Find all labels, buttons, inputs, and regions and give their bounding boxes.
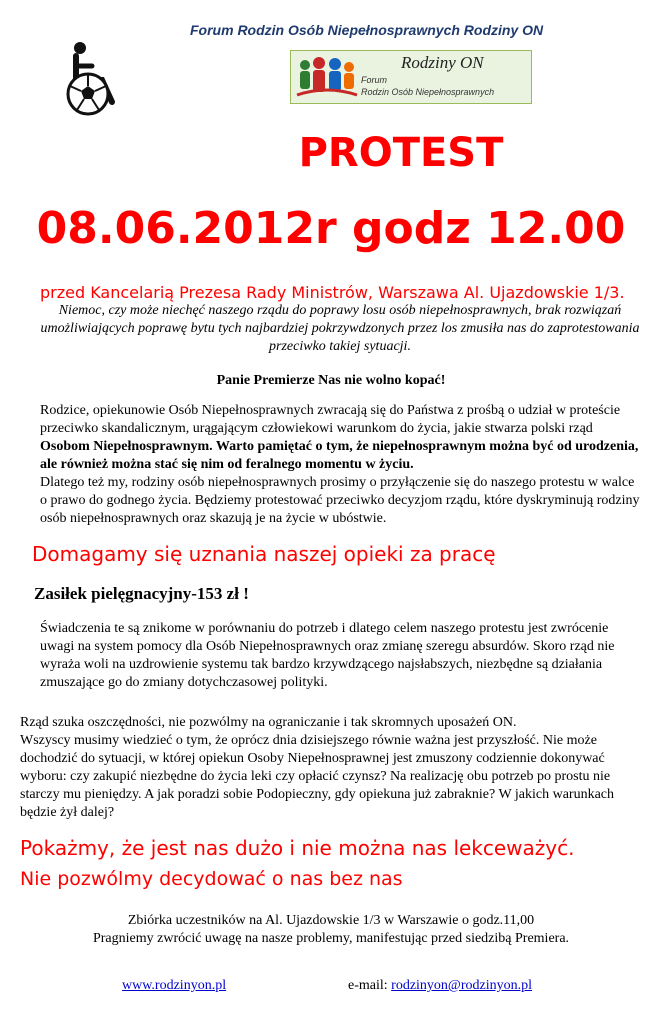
protest-date: 08.06.2012r godz 12.00 <box>36 203 626 254</box>
appeal-text-bold: Osobom Niepełnosprawnym. Warto pamiętać o tym, że niepełnosprawnym można być od urodzenia, ale również można stać się nim od feralnego momentu w życiu. <box>40 439 639 472</box>
savings-line-1: Rząd szuka oszczędności, nie pozwólmy na ograniczanie i tak skromnych uposażeń ON. <box>20 715 517 730</box>
protest-heading: PROTEST <box>298 130 504 176</box>
appeal-paragraph <box>40 402 640 528</box>
website-link[interactable]: www.rodzinyon.pl <box>122 978 227 993</box>
slogan-2: Nie pozwólmy decydować o nas bez nas <box>20 868 403 890</box>
allowance-heading: Zasiłek pielęgnacyjny-153 zł ! <box>34 584 249 603</box>
gathering-line-1: Zbiórka uczestników na Al. Ujazdowskie 1/3 w Warszawie o godz.11,00 <box>127 913 535 928</box>
email-label: e-mail: <box>348 978 392 993</box>
footer-email <box>348 978 532 994</box>
protest-location: przed Kancelarią Prezesa Rady Ministrów, Warszawa Al. Ujazdowskie 1/3. <box>40 283 625 302</box>
banner-subtitle: Forum <box>361 75 388 85</box>
gathering-line-2: Pragniemy zwrócić uwagę na nasze problemy, manifestując przed siedzibą Premiera. <box>92 931 570 946</box>
savings-paragraph <box>20 714 642 822</box>
savings-text: Wszyscy musimy wiedzieć o tym, że oprócz dnia dzisiejszego równie ważna jest przyszłość. Nie może dochodzić do sytuacji, w której opiekun Osoby Niepełnosprawnej jest zmuszony codziennie dokonywać wyboru: czy zakupić niezbędne do życia leki czy opłacić czynsz? Na realizację obu potrzeb po prostu nie starczy mu pieniędzy. A jak poradzi sobie Podopieczny, gdy opiekuna już zabraknie? W jakich warunkach będzie żył dalej? <box>20 733 615 820</box>
slogan-1: Pokażmy, że jest nas dużo i nie można nas lekceważyć. <box>20 836 575 860</box>
banner-brand: Rodziny ON <box>401 53 484 72</box>
appeal-heading: Panie Premierze Nas nie wolno kopać! <box>216 373 446 388</box>
people-group-icon <box>295 55 359 99</box>
benefits-paragraph: Świadczenia te są znikome w porównaniu do potrzeb i dlatego celem naszego protestu jest zwrócenie uwagi na system pomocy dla Osób Niepełnosprawnych oraz zmianę szeregu absurdów. Skoro rząd nie wyraża woli na uzdrowienie systemu tak bardzo krzywdzącego najsłabszych, niezbędne są działania zmuszające go do zmiany dotychczasowej polityki. <box>40 621 615 690</box>
email-link[interactable]: rodzinyon@rodzinyon.pl <box>391 978 532 993</box>
header-title: Forum Rodzin Osób Niepełnosprawnych Rodziny ON <box>190 22 544 38</box>
demand-heading: Domagamy się uznania naszej opieki za pracę <box>32 542 496 566</box>
rodziny-on-banner <box>290 50 532 104</box>
appeal-text-1: Rodzice, opiekunowie Osób Niepełnosprawnych zwracają się do Państwa z prośbą o udział w proteście przeciwko skandalicznym, urągającym człowiekowi warunkom do życia, jakie stwarza polski rząd <box>40 403 621 436</box>
appeal-text-2: Dlatego też my, rodziny osób niepełnosprawnych prosimy o przyłączenie się do naszego protestu w walce o prawo do godnego życia. Będziemy protestować przeciwko decyzjom rządu, które dyskryminują rodziny osób niepełnosprawnych oraz skazują je na życie w ubóstwie. <box>40 475 640 526</box>
banner-subtitle-2: Rodzin Osób Niepełnosprawnych <box>361 87 495 97</box>
intro-paragraph: Niemoc, czy może niechęć naszego rządu do poprawy losu osób niepełnosprawnych, brak rozwiązań umożliwiających poprawę bytu tych najbardziej pokrzywdzonych przez los zmusiła nas do zaprotestowania przeciwko takiej sytuacji. <box>40 303 640 354</box>
wheelchair-football-icon <box>58 40 138 120</box>
gathering-info <box>0 912 662 948</box>
